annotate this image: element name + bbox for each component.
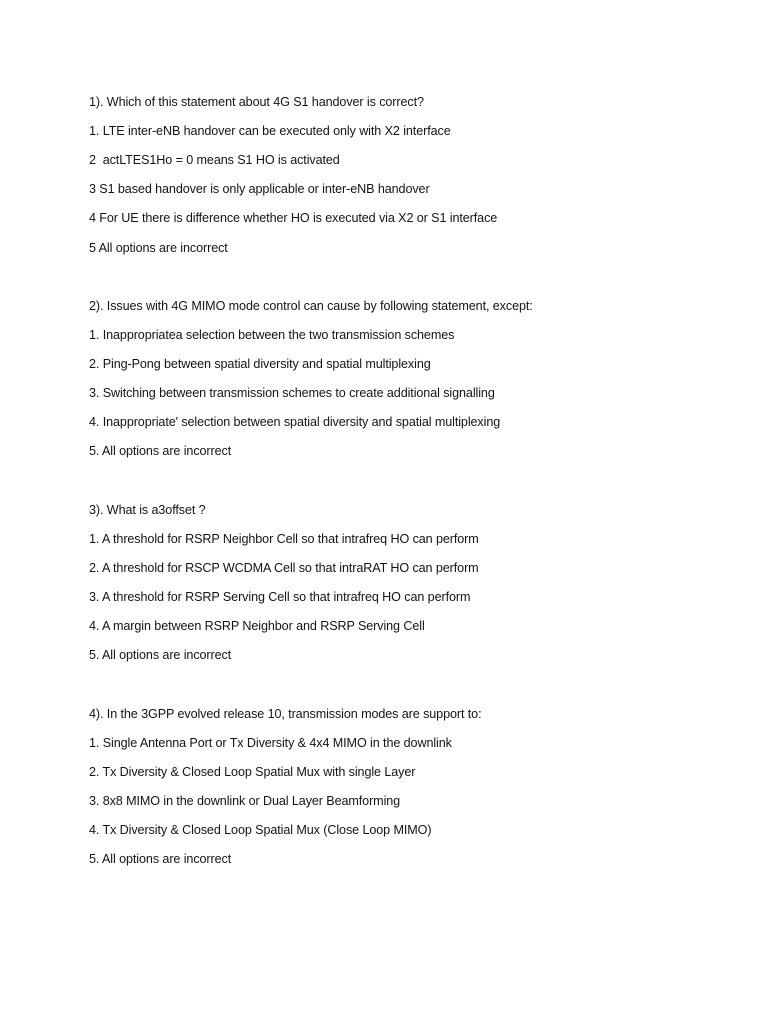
question-4-option-4: 4. Tx Diversity & Closed Loop Spatial Mux (Close Loop MIMO): [89, 823, 432, 837]
question-1-prompt: 1). Which of this statement about 4G S1 handover is correct?: [89, 95, 424, 109]
question-3-prompt: 3). What is a3offset ?: [89, 503, 206, 517]
question-2-prompt: 2). Issues with 4G MIMO mode control can cause by following statement, except:: [89, 299, 533, 313]
question-3-option-1: 1. A threshold for RSRP Neighbor Cell so that intrafreq HO can perform: [89, 532, 479, 546]
question-4-option-5: 5. All options are incorrect: [89, 852, 232, 866]
question-1-option-2: 2 actLTES1Ho = 0 means S1 HO is activated: [89, 153, 340, 167]
question-2-option-4: 4. Inappropriate' selection between spatial diversity and spatial multiplexing: [89, 415, 501, 429]
question-3-option-4: 4. A margin between RSRP Neighbor and RSRP Serving Cell: [89, 619, 425, 633]
question-1-option-4: 4 For UE there is difference whether HO is executed via X2 or S1 interface: [89, 211, 498, 225]
question-3-option-2: 2. A threshold for RSCP WCDMA Cell so that intraRAT HO can perform: [89, 561, 479, 575]
question-2-option-1: 1. Inappropriatea selection between the two transmission schemes: [89, 328, 455, 342]
question-1-option-3: 3 S1 based handover is only applicable or inter-eNB handover: [89, 182, 430, 196]
question-4-option-3: 3. 8x8 MIMO in the downlink or Dual Layer Beamforming: [89, 794, 401, 808]
question-4-option-1: 1. Single Antenna Port or Tx Diversity & 4x4 MIMO in the downlink: [89, 736, 452, 750]
question-4-option-2: 2. Tx Diversity & Closed Loop Spatial Mux with single Layer: [89, 765, 416, 779]
question-1-option-1: 1. LTE inter-eNB handover can be executed only with X2 interface: [89, 124, 451, 138]
question-2-option-2: 2. Ping-Pong between spatial diversity and spatial multiplexing: [89, 357, 431, 371]
question-4-prompt: 4). In the 3GPP evolved release 10, transmission modes are support to:: [89, 707, 482, 721]
question-2-option-3: 3. Switching between transmission schemes to create additional signalling: [89, 386, 495, 400]
question-1-option-5: 5 All options are incorrect: [89, 241, 228, 255]
question-2-option-5: 5. All options are incorrect: [89, 444, 232, 458]
question-3-option-5: 5. All options are incorrect: [89, 648, 232, 662]
question-3-option-3: 3. A threshold for RSRP Serving Cell so that intrafreq HO can perform: [89, 590, 471, 604]
